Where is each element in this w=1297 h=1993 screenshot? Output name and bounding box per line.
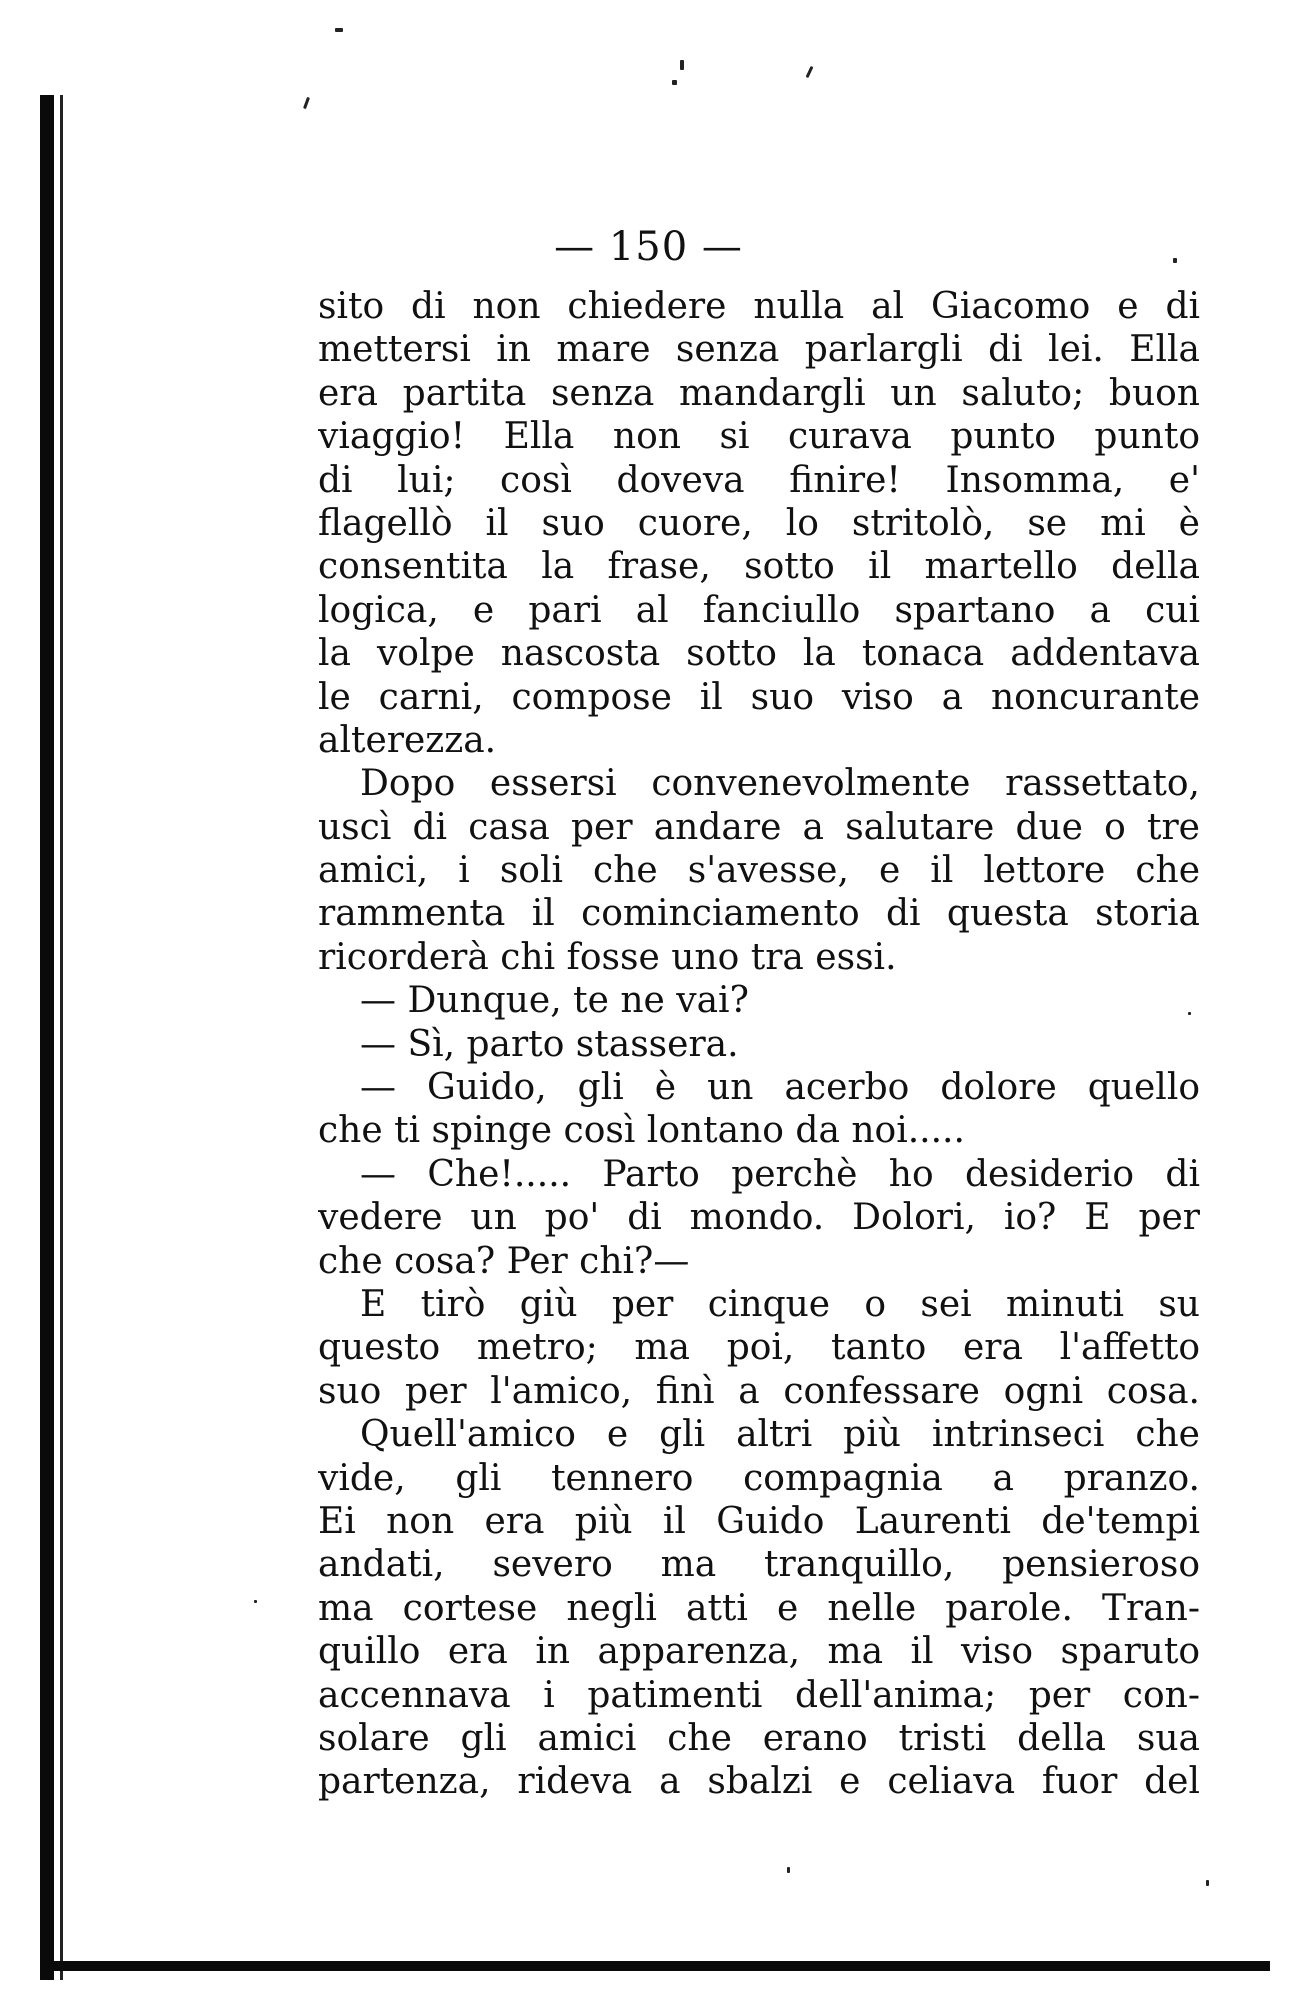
- text-line: la volpe nascosta sotto la tonaca addentava: [318, 633, 1200, 675]
- paragraph-start-line: E tirò giù per cinque o sei minuti su: [360, 1283, 1200, 1325]
- text-line: viaggio! Ella non si curava punto punto: [318, 416, 1200, 458]
- print-speck: [335, 28, 343, 32]
- text-line: mettersi in mare senza parlargli di lei. Ella: [318, 329, 1200, 371]
- text-line: di lui; così doveva finire! Insomma, e': [318, 459, 1200, 501]
- print-speck: [787, 1867, 790, 1873]
- text-line: ma cortese negli atti e nelle parole. Tran-: [318, 1587, 1200, 1629]
- dialogue-line: che ti spinge così lontano da noi.....: [318, 1110, 965, 1152]
- page-bottom-edge: [40, 1961, 1270, 1971]
- print-speck: [672, 80, 677, 85]
- text-line: solare gli amici che erano tristi della sua: [318, 1717, 1200, 1759]
- text-line: consentita la frase, sotto il martello della: [318, 546, 1200, 588]
- text-line: questo metro; ma poi, tanto era l'affetto: [318, 1327, 1200, 1369]
- text-line: partenza, rideva a sbalzi e celiava fuor del: [318, 1761, 1200, 1803]
- print-speck: [680, 60, 684, 70]
- dialogue-line: — Che!..... Parto perchè ho desiderio di: [360, 1153, 1200, 1195]
- text-line: era partita senza mandargli un saluto; buon: [318, 372, 1200, 414]
- text-line: amici, i soli che s'avesse, e il lettore che: [318, 850, 1200, 892]
- print-speck: [806, 66, 814, 78]
- print-speck: [1206, 1880, 1209, 1886]
- body-text: [318, 285, 1200, 1804]
- dialogue-line: — Guido, gli è un acerbo dolore quello: [360, 1067, 1200, 1109]
- page-spine-edge: [60, 95, 63, 1980]
- text-line: rammenta il cominciamento di questa storia: [318, 893, 1200, 935]
- text-line: le carni, compose il suo viso a noncurante: [318, 676, 1200, 718]
- dialogue-line: — Dunque, te ne vai?: [360, 980, 749, 1022]
- paragraph-start-line: Quell'amico e gli altri più intrinseci che: [360, 1414, 1200, 1456]
- paragraph-start-line: Dopo essersi convenevolmente rassettato,: [360, 763, 1200, 805]
- paragraph-end-line: suo per l'amico, finì a confessare ogni cosa.: [318, 1370, 1200, 1412]
- page-spine-shadow: [40, 95, 54, 1980]
- print-speck: [303, 97, 310, 109]
- text-line: vide, gli tennero compagnia a pranzo.: [318, 1457, 1200, 1499]
- dialogue-line: vedere un po' di mondo. Dolori, io? E per: [318, 1197, 1200, 1239]
- text-line: accennava i patimenti dell'anima; per con-: [318, 1674, 1200, 1716]
- paragraph-end-line: ricorderà chi fosse uno tra essi.: [318, 936, 897, 978]
- text-line: sito di non chiedere nulla al Giacomo e di: [318, 286, 1200, 327]
- page-number: — 150 —: [554, 224, 743, 270]
- text-line: Ei non era più il Guido Laurenti de'tempi: [318, 1500, 1200, 1542]
- text-line: quillo era in apparenza, ma il viso sparuto: [318, 1631, 1200, 1673]
- dialogue-line: che cosa? Per chi?—: [318, 1240, 690, 1282]
- text-line: flagellò il suo cuore, lo stritolò, se mi è: [318, 502, 1200, 544]
- text-line: uscì di casa per andare a salutare due o tre: [318, 806, 1200, 848]
- text-line: andati, severo ma tranquillo, pensieroso: [318, 1544, 1200, 1586]
- paragraph-end-line: alterezza.: [318, 719, 497, 761]
- text-line: logica, e pari al fanciullo spartano a cui: [318, 589, 1200, 631]
- dialogue-line: — Sì, parto stassera.: [360, 1023, 739, 1065]
- print-speck: [254, 1600, 257, 1603]
